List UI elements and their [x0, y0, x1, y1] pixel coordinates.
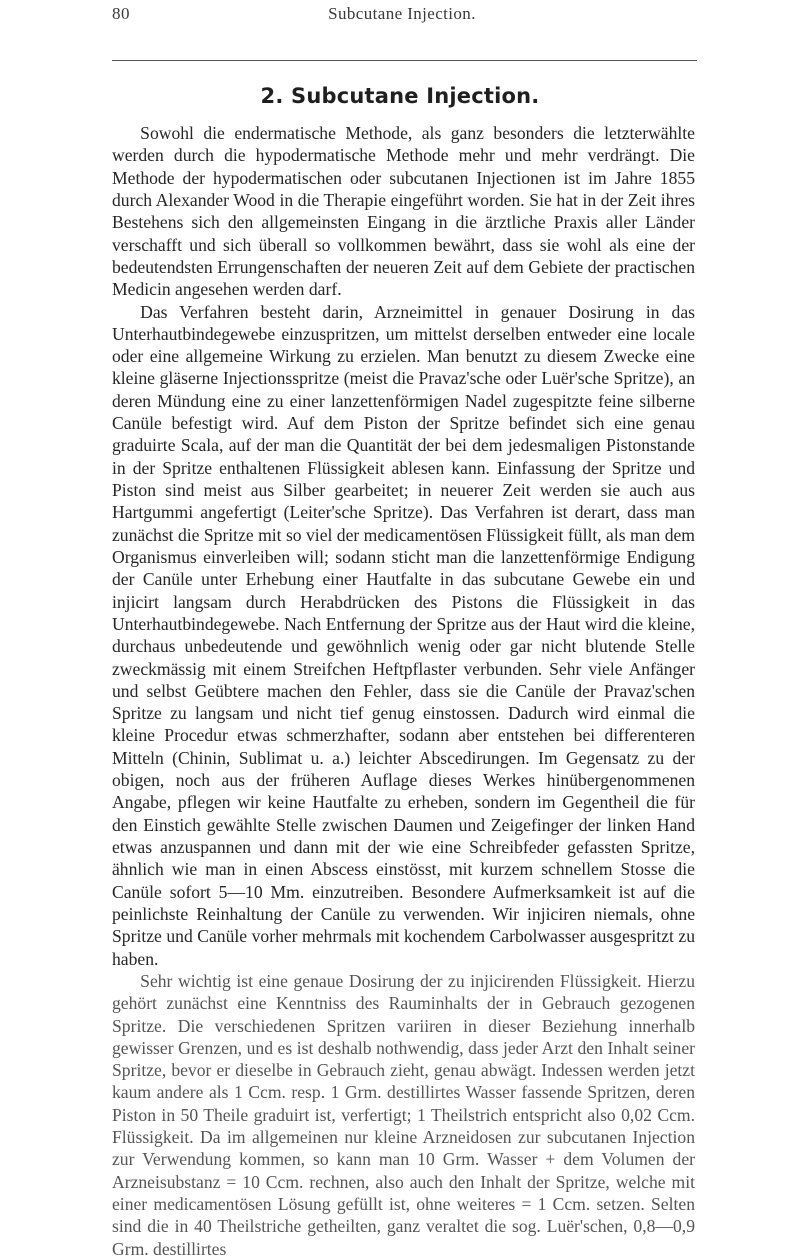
section-heading: 2. Subcutane Injection.	[260, 84, 540, 108]
paragraph-dosage: Sehr wichtig ist eine genaue Dosirung der zu injicirenden Flüssigkeit. Hierzu gehört zunächst eine Kenntniss des Rauminhalts der in Gebrauch gezogenen Spritze. Die verschiedenen Spritzen variiren in dieser Beziehung innerhalb gewisser Grenzen, und es ist deshalb nothwendig, dass jeder Arzt den Inhalt seiner Spritze, bevor er dieselbe in Gebrauch zieht, genau abwägt. Indessen werden jetzt kaum andere als 1 Ccm. resp. 1 Grm. destillirtes Wasser fassende Spritzen, deren Piston in 50 Theile graduirt ist, verfertigt; 1 Theilstrich entspricht also 0,02 Ccm. Flüssigkeit. Da im allgemeinen nur kleine Arzneidosen zur subcutanen Injection zur Verwendung kommen, so kann man 10 Grm. Wasser + dem Volumen der Arzneisubstanz = 10 Ccm. rechnen, also auch den Inhalt der Spritze, welche mit einer medicamentösen Lösung gefüllt ist, ohne weiteres = 1 Ccm. setzen. Selten sind die in 40 Theilstriche getheilten, ganz veraltet die sog. Luër'schen, 0,8—0,9 Grm. destillirtes	[112, 970, 695, 1259]
paragraph-intro: Sowohl die endermatische Methode, als ganz besonders die letzterwählte werden durch die hypodermatische Methode mehr und mehr verdrängt. Die Methode der hypodermatischen oder subcutanen Injectionen ist im Jahre 1855 durch Alexander Wood in die Therapie eingeführt worden. Sie hat in der Zeit ihres Bestehens sich den allgemeinsten Eingang in die ärztliche Praxis aller Länder verschafft und sich überall so vollkommen bewährt, dass sie wohl als eine der bedeutendsten Errungenschaften der neueren Zeit auf dem Gebiete der practischen Medicin angesehen werden darf.	[112, 123, 695, 300]
page-number: 80	[112, 4, 130, 23]
running-title: Subcutane Injection.	[328, 4, 476, 23]
paragraph-procedure: Das Verfahren besteht darin, Arzneimittel in genauer Dosirung in das Unterhautbindegewebe einzuspritzen, um mittelst derselben entweder eine locale oder eine allgemeine Wirkung zu erzielen. Man benutzt zu diesem Zwecke eine kleine gläserne Injectionsspritze (meist die Pravaz'sche oder Luër'sche Spritze), an deren Mündung eine zu einer lanzettenförmigen Nadel zugespitzte feine silberne Canüle befestigt wird. Auf dem Piston der Spritze befindet sich eine genau graduirte Scala, auf der man die Quantität der bei dem jedesmaligen Pistonstande in der Spritze enthaltenen Flüssigkeit ablesen kann. Einfassung der Spritze und Piston sind meist aus Silber gearbeitet; in neuerer Zeit werden sie auch aus Hartgummi angefertigt (Leiter'sche Spritze). Das Verfahren ist derart, dass man zunächst die Spritze mit so viel der medicamentösen Flüssigkeit füllt, als man dem Organismus einverleiben will; sodann sticht man die lanzettenförmige Endigung der Canüle unter Erhebung einer Hautfalte in das subcutane Gewebe ein und injicirt langsam durch Herabdrücken des Pistons die Flüssigkeit in das Unterhautbindegewebe. Nach Entfernung der Spritze aus der Haut wird die kleine, durchaus unbedeutende und gewöhnlich wenig oder gar nicht blutende Stelle zweckmässig mit einem Streifchen Heftpflaster verbunden. Sehr viele Anfänger und selbst Geübtere machen den Fehler, dass sie die Canüle der Pravaz'schen Spritze zu langsam und nicht tief genug einstossen. Dadurch wird einmal die kleine Procedur etwas schmerzhafter, sodann aber entstehen bei differenteren Mitteln (Chinin, Sublimat u. a.) leichter Abscedirungen. Im Gegensatz zu der obigen, noch aus der früheren Auflage dieses Werkes hinübergenommenen Angabe, pflegen wir keine Hautfalte zu erheben, sondern im Gegentheil die für den Einstich gewählte Stelle zwischen Daumen und Zeigefinger der linken Hand etwas anzuspannen und dann mit der wie eine Schreibfeder gefassten Spritze, ähnlich wie man in einen Abscess einstösst, mit kurzem schnellem Stosse die Canüle sofort 5—10 Mm. einzutreiben. Besondere Aufmerksamkeit ist auf die peinlichste Reinhaltung der Canüle zu verwenden. Wir injiciren niemals, ohne Spritze und Canüle vorher mehrmals mit kochendem Carbolwasser ausgespritzt zu haben.	[112, 301, 695, 969]
body-text	[112, 122, 695, 1260]
running-head	[112, 4, 692, 30]
header-rule	[112, 60, 697, 61]
